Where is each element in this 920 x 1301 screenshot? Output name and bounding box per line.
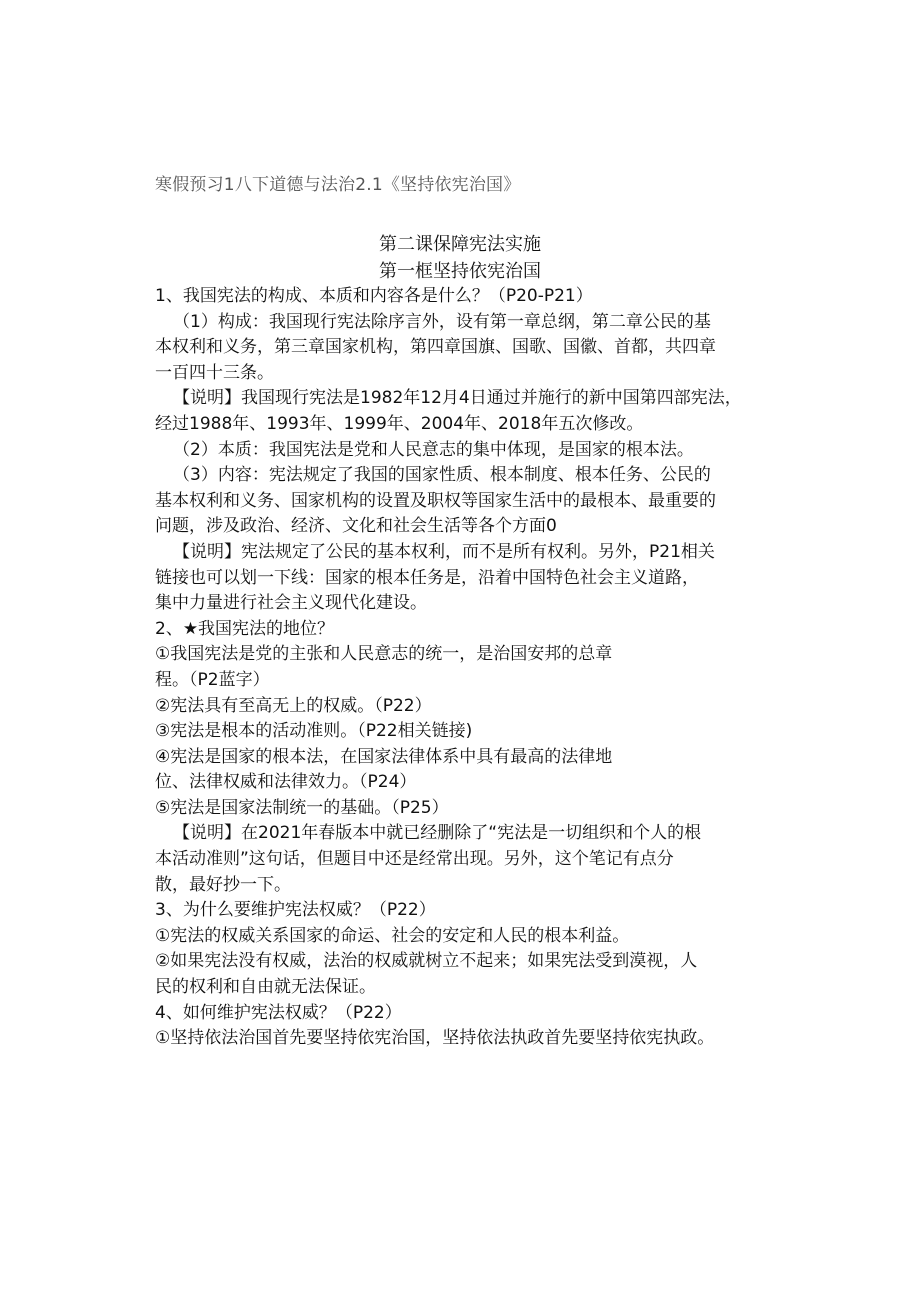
- question-2-heading: 2、★我国宪法的地位？: [155, 618, 335, 639]
- composition-line: 本权利和义务，第三章国家机构，第四章国旗、国歌、国徽、首都，共四章: [155, 337, 716, 358]
- note-line: 经过1988年、1993年、1999年、2004年、2018年五次修改。: [155, 413, 644, 434]
- status-point: ④宪法是国家的根本法，在国家法律体系中具有最高的法律地: [155, 746, 613, 767]
- question-3-heading: 3、为什么要维护宪法权威？（P22）: [155, 900, 436, 921]
- status-point: ③宪法是根本的活动准则。（P22相关链接): [155, 721, 473, 742]
- content-line: （3）内容：宪法规定了我国的国家性质、根本制度、根本任务、公民的: [173, 465, 711, 486]
- note-line: 散，最好抄一下。: [155, 874, 291, 895]
- reason-point: ②如果宪法没有权威，法治的权威就树立不起来；如果宪法受到漠视，人: [155, 951, 698, 972]
- status-point: 程。（P2蓝字）: [155, 669, 270, 690]
- frame-title: 第一框坚持依宪治国: [379, 261, 541, 282]
- method-point: ①坚持依法治国首先要坚持依宪治国，坚持依法执政首先要坚持依宪执政。: [155, 1028, 715, 1049]
- content-line: 问题，涉及政治、经济、文化和社会生活等各个方面0: [155, 516, 557, 537]
- note-line: 【说明】我国现行宪法是1982年12月4日通过并施行的新中国第四部宪法，: [173, 388, 742, 409]
- note-line: 【说明】宪法规定了公民的基本权利，而不是所有权利。另外，P21相关: [173, 541, 715, 562]
- composition-line: 一百四十三条。: [155, 362, 274, 383]
- note-line: 链接也可以划一下线：国家的根本任务是，沿着中国特色社会主义道路，: [155, 567, 699, 588]
- note-line: 本活动准则”这句话，但题目中还是经常出现。另外，这个笔记有点分: [155, 849, 674, 870]
- reason-point: ①宪法的权威关系国家的命运、社会的安定和人民的根本利益。: [155, 925, 630, 946]
- document-body: [155, 284, 770, 1052]
- reason-point: 民的权利和自由就无法保证。: [155, 977, 376, 998]
- status-point: ①我国宪法是党的主张和人民意志的统一，是治国安邦的总章: [155, 644, 613, 665]
- composition-line: （1）构成：我国现行宪法除序言外，设有第一章总纲，第二章公民的基: [173, 311, 711, 332]
- status-point: 位、法律权威和法律效力。（P24）: [155, 772, 417, 793]
- essence-line: （2）本质：我国宪法是党和人民意志的集中体现，是国家的根本法。: [173, 439, 694, 460]
- question-4-heading: 4、如何维护宪法权威？（P22）: [155, 1002, 402, 1023]
- content-line: 基本权利和义务、国家机构的设置及职权等国家生活中的最根本、最重要的: [155, 490, 716, 511]
- lesson-title: 第二课保障宪法实施: [379, 234, 541, 255]
- note-line: 【说明】在2021年春版本中就已经删除了“宪法是一切组织和个人的根: [173, 823, 702, 844]
- status-point: ⑤宪法是国家法制统一的基础。（P25）: [155, 797, 449, 818]
- document-header: 寒假预习1八下道德与法治2.1《坚持依宪治国》: [155, 175, 521, 195]
- note-line: 集中力量进行社会主义现代化建设。: [155, 593, 427, 614]
- question-1-heading: 1、我国宪法的构成、本质和内容各是什么？（P20-P21）: [155, 286, 593, 306]
- status-point: ②宪法具有至高无上的权威。（P22）: [155, 695, 432, 716]
